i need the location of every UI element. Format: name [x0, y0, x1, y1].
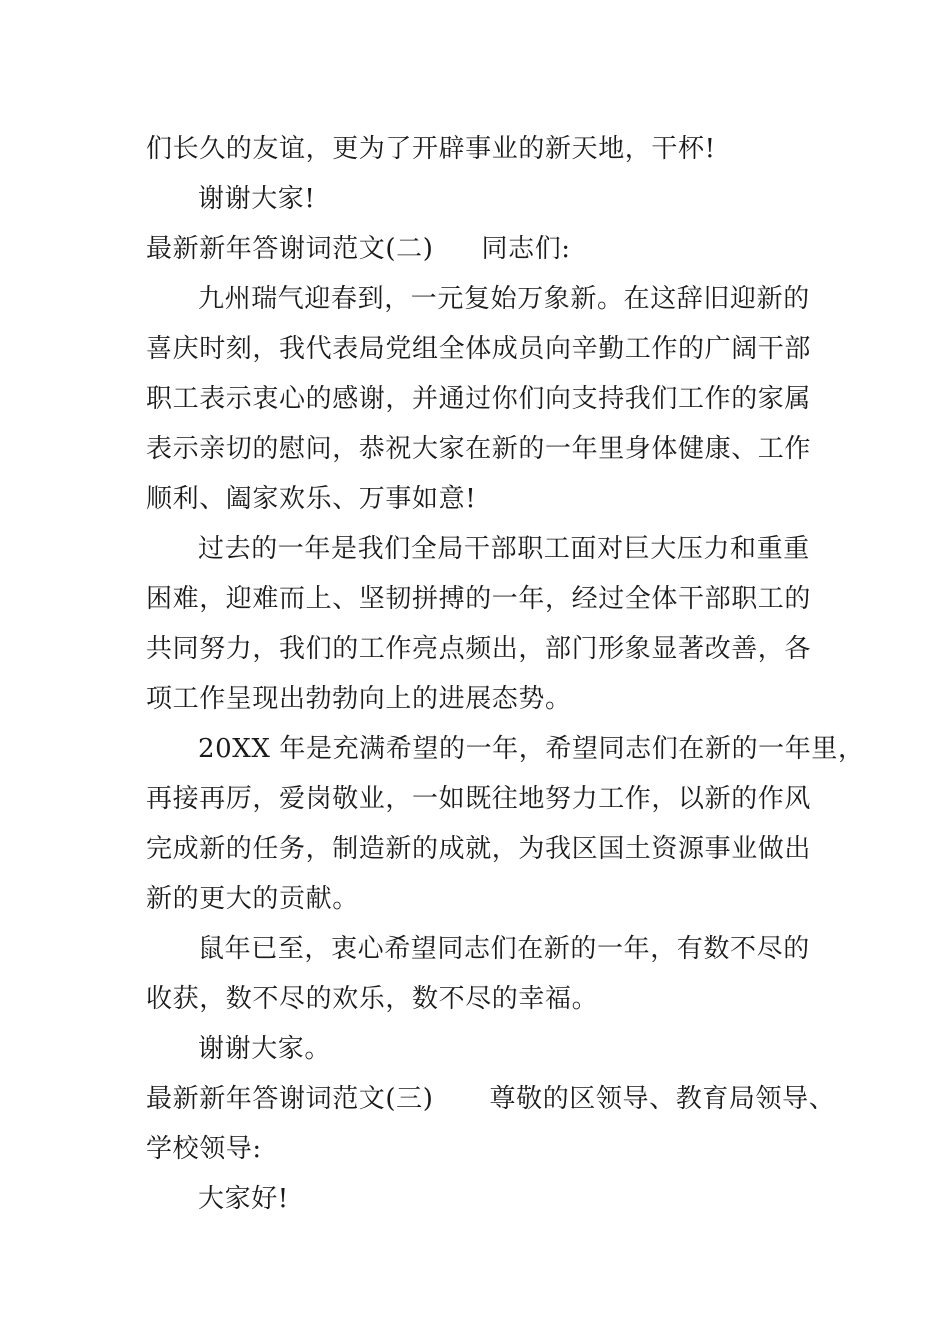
- text-line: 职工表示衷心的感谢，并通过你们向支持我们工作的家属: [146, 384, 812, 414]
- text-line: 收获，数不尽的欢乐，数不尽的幸福。: [146, 984, 599, 1014]
- section-heading: 最新新年答谢词范文(三): [146, 1084, 434, 1114]
- text-line: 完成新的任务，制造新的成就，为我区国土资源事业做出: [146, 834, 812, 864]
- text-line: 表示亲切的慰问，恭祝大家在新的一年里身体健康、工作: [146, 434, 812, 464]
- salutation: 同志们:: [481, 234, 571, 264]
- section-heading-line: [146, 1083, 835, 1115]
- text-line: 们长久的友谊，更为了开辟事业的新天地，干杯!: [146, 134, 716, 164]
- text-line: 项工作呈现出勃勃向上的进展态势。: [146, 684, 572, 714]
- salutation: 尊敬的区领导、教育局领导、: [489, 1084, 836, 1114]
- text-line: 顺利、阖家欢乐、万事如意!: [146, 484, 477, 514]
- text-line: 过去的一年是我们全局干部职工面对巨大压力和重重: [198, 534, 810, 564]
- text-line: 共同努力，我们的工作亮点频出，部门形象显著改善，各: [146, 634, 812, 664]
- text-line: 困难，迎难而上、坚韧拼搏的一年，经过全体干部职工的: [146, 584, 812, 614]
- text-line: 学校领导:: [146, 1134, 262, 1164]
- section-heading: 最新新年答谢词范文(二): [146, 234, 434, 264]
- section-heading-line: [146, 233, 571, 265]
- text-line: 20XX 年是充满希望的一年，希望同志们在新的一年里，: [198, 734, 865, 764]
- text-line: 九州瑞气迎春到，一元复始万象新。在这辞旧迎新的: [198, 284, 810, 314]
- text-line: 喜庆时刻，我代表局党组全体成员向辛勤工作的广阔干部: [146, 334, 812, 364]
- text-line: 谢谢大家!: [198, 184, 316, 214]
- text-line: 再接再厉，爱岗敬业，一如既往地努力工作，以新的作风: [146, 784, 812, 814]
- text-line: 谢谢大家。: [198, 1034, 332, 1064]
- text-line: 大家好!: [198, 1184, 289, 1214]
- text-line: 鼠年已至，衷心希望同志们在新的一年，有数不尽的: [198, 934, 810, 964]
- text-line: 新的更大的贡献。: [146, 884, 359, 914]
